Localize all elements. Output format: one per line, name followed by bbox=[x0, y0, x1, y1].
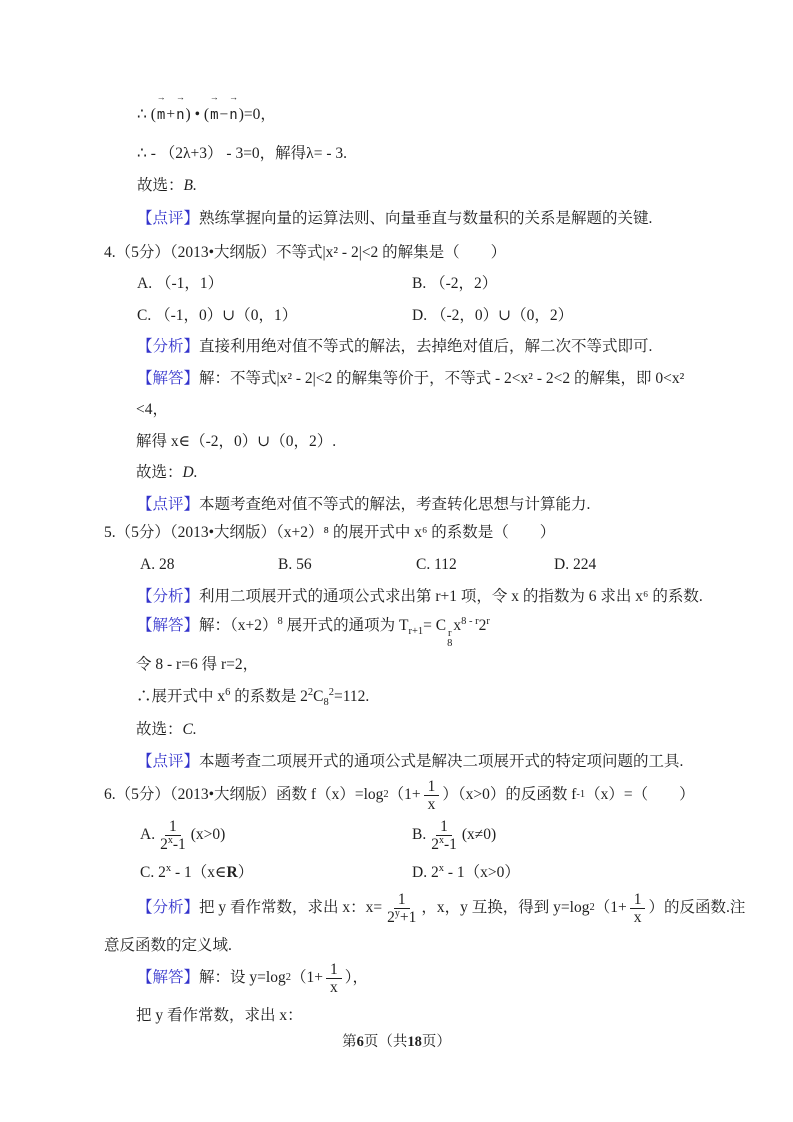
problem6-option-d: D. 2$^x$ - 1（x>0） bbox=[412, 862, 520, 881]
problem4-option-d bbox=[412, 303, 573, 329]
option-text: （-1，1） bbox=[155, 275, 224, 292]
problem6-solution-line1: 【解答】 解：设 y=log 2 （1+ $\frac{1}{x}$ ）， bbox=[137, 960, 368, 996]
vector-arrow-icon: → bbox=[175, 92, 185, 102]
fraction-1-over-x: $\frac{1}{x}$ bbox=[630, 891, 646, 926]
problem5-solution-line2: 令 8 - r=6 得 r=2， bbox=[136, 656, 259, 673]
problem4-solution-line3: 解得 x∈（-2，0）∪（0，2）. bbox=[136, 433, 337, 450]
problem5-option-c bbox=[416, 552, 457, 578]
subscript-r-plus-1: r+1 bbox=[408, 626, 424, 638]
answer-letter: B. bbox=[183, 177, 197, 194]
exponent-r: r bbox=[486, 615, 490, 627]
dot-product-symbol: • bbox=[194, 106, 204, 123]
answer-prefix: 故选： bbox=[136, 721, 183, 738]
exponent-2: 2 bbox=[328, 686, 334, 698]
option-label: A. bbox=[140, 556, 156, 573]
therefore-symbol: ∴ bbox=[137, 106, 151, 123]
problem5-solution-formula: 【解答】解：$(x+2)^8$ 展开式的通项为 $T_{r+1}= C$ r 8 $x^{8 - r}2^r$ bbox=[137, 615, 490, 649]
fraction-1-over-x: $\frac{1}{x}$ bbox=[326, 961, 342, 996]
option-text: 56 bbox=[296, 556, 312, 573]
vector-arrow-icon: → bbox=[156, 92, 166, 102]
exponent-x: x bbox=[438, 862, 444, 874]
option-text: （-1，0）∪（0，1） bbox=[155, 307, 298, 324]
option-label: A. bbox=[137, 275, 153, 292]
problem6-option-b bbox=[412, 815, 496, 855]
problem3-answer-line bbox=[137, 173, 197, 199]
answer-prefix: 故选： bbox=[136, 464, 183, 481]
real-numbers-symbol: R bbox=[226, 864, 238, 881]
option-text: 224 bbox=[572, 556, 597, 573]
exponent-8-minus-r: 8 - r bbox=[461, 615, 479, 627]
exponent-8: 8 bbox=[277, 615, 283, 627]
analysis-text: 利用二项展开式的通项公式求出第 r+1 项，令 x 的指数为 6 求出 x⁶ 的系数. bbox=[199, 588, 703, 605]
option-label: B. bbox=[412, 826, 427, 843]
problem5-option-a bbox=[140, 552, 174, 578]
page-footer: 第6页（共18页） bbox=[342, 1034, 451, 1050]
option-label: D. bbox=[554, 556, 570, 573]
answer-prefix: 故选： bbox=[137, 177, 184, 194]
equals-zero: =0， bbox=[243, 106, 276, 123]
option-label: C. bbox=[416, 556, 431, 573]
comment-text: 本题考查二项展开式的通项公式是解决二项展开式的特定项问题的工具. bbox=[199, 753, 684, 770]
exponent-x: x bbox=[167, 834, 173, 846]
problem6-title: 6.（5分）（2013•大纲版）函数 f（x）=log 2 （1+ $\frac{1}{x}$ ）（x>0）的反函数 f -1 （x）=（ ） bbox=[104, 777, 695, 813]
paren: ( bbox=[150, 106, 156, 123]
problem4-option-c bbox=[137, 303, 297, 329]
solution-text: 解：不等式|x² - 2|<2 的解集等价于，不等式 - 2<x² - 2<2 的解集，即 0<x² bbox=[199, 370, 685, 387]
problem4-title: 4.（5分）（2013•大纲版）不等式|x² - 2|<2 的解集是（ ） bbox=[104, 244, 507, 261]
problem5-solution-line3: ∴展开式中 $x^6$ 的系数是 $2^2C_8^2=112$. bbox=[136, 686, 370, 709]
problem5-analysis bbox=[137, 584, 703, 610]
comment-label: 【点评】 bbox=[137, 496, 200, 513]
option-label: C. bbox=[140, 864, 155, 881]
fraction-1-over-2x-minus-1: $\frac{1}{2^x-1}$ bbox=[431, 817, 457, 853]
option-text: （-2，0）∪（0，2） bbox=[430, 307, 574, 324]
analysis-text: 直接利用绝对值不等式的解法，去掉绝对值后，解二次不等式即可. bbox=[199, 338, 653, 355]
solution-label: 【解答】 bbox=[137, 617, 200, 634]
answer-letter: C. bbox=[182, 721, 197, 738]
problem4-option-a bbox=[137, 271, 223, 297]
solution-label: 【解答】 bbox=[137, 969, 200, 986]
problem3-solve-line: ∴ - （2λ+3） - 3=0，解得λ= - 3. bbox=[137, 145, 347, 162]
vector-m: → m bbox=[156, 92, 166, 123]
problem3-vector-equation bbox=[137, 92, 276, 128]
problem4-analysis bbox=[137, 334, 652, 360]
exponent-x: x bbox=[165, 862, 172, 874]
problem4-answer-line bbox=[136, 460, 198, 486]
option-condition: (x>0) bbox=[190, 826, 226, 843]
vector-n: → n bbox=[175, 92, 185, 123]
problem6-solution-line2: 把 y 看作常数，求出 x： bbox=[136, 1007, 303, 1024]
total-page-number: 18 bbox=[407, 1034, 422, 1050]
problem6-analysis-line2: 意反函数的定义域. bbox=[104, 937, 232, 954]
option-label: C. bbox=[137, 307, 152, 324]
fraction-1-over-x: $\frac{1}{x}$ bbox=[424, 778, 440, 813]
vector-m: → m bbox=[209, 92, 219, 123]
option-label: B. bbox=[412, 275, 427, 292]
problem5-option-d bbox=[554, 552, 596, 578]
option-label: D. bbox=[412, 307, 428, 324]
paren: ) bbox=[238, 106, 244, 123]
analysis-label: 【分析】 bbox=[137, 899, 200, 916]
paren: ) bbox=[185, 106, 195, 123]
exponent-2: 2 bbox=[307, 686, 314, 698]
comment-label: 【点评】 bbox=[137, 210, 200, 227]
fraction-1-over-2x-minus-1: $\frac{1}{2^x-1}$ bbox=[160, 817, 186, 853]
analysis-label: 【分析】 bbox=[137, 338, 200, 355]
vector-arrow-icon: → bbox=[209, 92, 219, 102]
combination-C-r-8: r 8 bbox=[447, 628, 453, 649]
vector-n: → n bbox=[228, 92, 238, 123]
solution-label: 【解答】 bbox=[137, 370, 200, 387]
problem5-title: 5.（5分）（2013•大纲版）（x+2）⁸ 的展开式中 x⁶ 的系数是（ ） bbox=[104, 524, 556, 541]
problem4-comment bbox=[137, 492, 590, 518]
problem4-solution-line1 bbox=[137, 366, 684, 392]
problem5-option-b bbox=[278, 552, 312, 578]
plus-sign: + bbox=[166, 106, 176, 123]
option-label: D. bbox=[412, 864, 428, 881]
problem6-analysis-line1: 【分析】 把 y 看作常数，求出 x：x= $\frac{1}{2^y+1}$ ，x，y 互换，得到 y=log 2 （1+ $\frac{1}{x}$ ）的反函数.注 bbox=[137, 890, 746, 926]
paren: ( bbox=[203, 106, 210, 123]
subscript-8: 8 bbox=[323, 697, 329, 709]
current-page-number: 6 bbox=[356, 1034, 364, 1050]
comment-label: 【点评】 bbox=[137, 753, 200, 770]
comment-text: 熟练掌握向量的运算法则、向量垂直与数量积的关系是解题的关键. bbox=[199, 210, 653, 227]
problem5-answer-line bbox=[136, 717, 197, 743]
option-label: A. bbox=[140, 826, 156, 843]
option-label: B. bbox=[278, 556, 293, 573]
fraction-1-over-2y-plus-1: $\frac{1}{2^y+1}$ bbox=[387, 890, 417, 926]
vector-arrow-icon: → bbox=[228, 92, 238, 102]
exponent-y: y bbox=[394, 907, 400, 919]
problem6-option-c: C. 2$^x$ - 1（x∈R） bbox=[140, 862, 254, 881]
option-condition: (x≠0) bbox=[461, 826, 497, 843]
exponent-x: x bbox=[438, 834, 444, 846]
comment-text: 本题考查绝对值不等式的解法，考查转化思想与计算能力. bbox=[199, 496, 591, 513]
problem3-comment bbox=[137, 206, 652, 232]
analysis-label: 【分析】 bbox=[137, 588, 200, 605]
option-text: 112 bbox=[434, 556, 457, 573]
option-text: （-2，2） bbox=[430, 275, 498, 292]
problem5-comment bbox=[137, 749, 683, 775]
answer-letter: D. bbox=[182, 464, 198, 481]
problem4-option-b bbox=[412, 271, 497, 297]
option-text: 28 bbox=[158, 556, 175, 573]
minus-sign: − bbox=[219, 106, 229, 123]
problem6-option-a bbox=[140, 815, 225, 855]
problem4-solution-line2: <4， bbox=[136, 401, 168, 418]
exponent-6: 6 bbox=[225, 686, 231, 698]
